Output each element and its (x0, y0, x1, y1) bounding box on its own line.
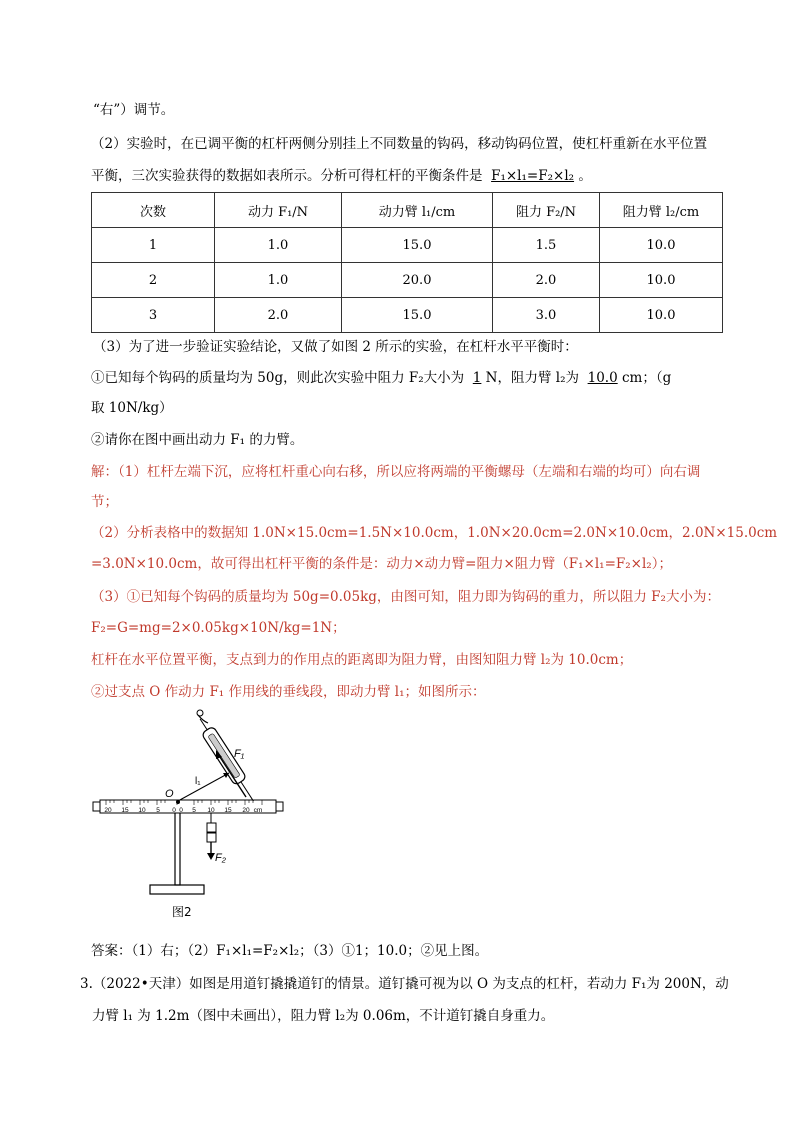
ruler-number: 15 (224, 807, 232, 814)
solution-3-arm: 杠杆在水平位置平衡，支点到力的作用点的距离即为阻力臂，由图知阻力臂 l₂为 10.0cm； (91, 652, 633, 668)
table-cell: 1.0 (215, 228, 342, 263)
left-balance-nut (93, 802, 100, 811)
problem-3: 3.（2022•天津）如图是用道钉撬撬道钉的情景。道钉撬可视为以 O 为支点的杠杆，若动力 F₁为 200N，动 (80, 976, 729, 992)
solution-2-cont: =3.0N×10.0cm，故可得出杠杆平衡的条件是：动力×动力臂=阻力×阻力臂（F₁×l₁=F₂×l₂）； (91, 556, 672, 572)
label-l1: l₁ (195, 776, 201, 787)
problem-3-cont: 力臂 l₁ 为 1.2m（图中未画出），阻力臂 l₂为 0.06m，不计道钉撬自身重力。 (92, 1008, 555, 1024)
table-cell: 1.5 (493, 228, 600, 263)
table-cell: 2.0 (215, 298, 342, 333)
question-3: （3）为了进一步验证实验结论，又做了如图 2 所示的实验，在杠杆水平平衡时： (93, 339, 578, 355)
solution-1-cont: 节； (91, 494, 118, 510)
question-3b: ②请你在图中画出动力 F₁ 的力臂。 (91, 432, 304, 448)
ruler-number: 20 (242, 807, 250, 814)
figure-caption: 图2 (172, 905, 192, 919)
hand-pull (198, 715, 208, 723)
spring-scale (194, 715, 259, 805)
table-cell: 10.0 (600, 298, 723, 333)
table-header: 次数 (92, 193, 215, 228)
solution-3: （3）①已知每个钩码的质量均为 50g=0.05kg，由图可知，阻力即为钩码的重力，所以阻力 F₂大小为： (91, 589, 720, 605)
table-row (92, 298, 723, 333)
lever-figure (90, 705, 290, 900)
table-cell: 2 (92, 263, 215, 298)
f2-arrowhead (207, 853, 215, 860)
table-cell: 10.0 (600, 263, 723, 298)
label-f1: F₁ (234, 748, 245, 760)
answer-line: 答案：（1）右；（2）F₁×l₁=F₂×l₂；（3）①1；10.0；②见上图。 (91, 943, 489, 959)
table-header-row (92, 193, 723, 228)
table-row (92, 263, 723, 298)
table-header: 阻力 F₂/N (493, 193, 600, 228)
solution-3-formula: F₂=G=mg=2×0.05kg×10N/kg=1N； (91, 620, 346, 636)
answer-blank: 10.0 (587, 370, 618, 386)
table-header: 动力臂 l₁/cm (342, 193, 493, 228)
table-cell: 3.0 (493, 298, 600, 333)
table-header: 动力 F₁/N (215, 193, 342, 228)
table-cell: 15.0 (342, 228, 493, 263)
right-balance-nut (276, 802, 283, 811)
table-header: 阻力臂 l₂/cm (600, 193, 723, 228)
ruler-unit: cm (253, 807, 263, 814)
ruler-number: 5 (156, 807, 160, 814)
ruler-number: 0 (179, 807, 183, 814)
table-cell: 15.0 (342, 298, 493, 333)
answer-blank: F₁×l₁=F₂×l₂ (491, 168, 575, 184)
solution-2: （2）分析表格中的数据知 1.0N×15.0cm=1.5N×10.0cm，1.0N×20.0cm=2.0N×10.0cm，2.0N×15.0cm (91, 525, 778, 541)
ruler-number: 10 (207, 807, 215, 814)
label-f2: F₂ (215, 852, 226, 864)
table-cell: 1 (92, 228, 215, 263)
solution-1: 解：（1）杠杆左端下沉，应将杠杆重心向右移，所以应将两端的平衡螺母（左端和右端的均可）向右调 (91, 464, 701, 480)
data-table (91, 192, 723, 333)
question-3a-cont: 取 10N/kg） (91, 400, 173, 416)
arm-l1-line (178, 773, 229, 801)
table-cell: 20.0 (342, 263, 493, 298)
ruler-number: 5 (192, 807, 196, 814)
question-3a: ①已知每个钩码的质量均为 50g，则此次实验中阻力 F₂大小为 1 N，阻力臂 l₂为 10.0 cm；（g (91, 370, 672, 386)
stand-base (150, 885, 204, 894)
hook-weight (207, 823, 216, 832)
stand-pole (175, 803, 180, 885)
hook-weight (207, 833, 216, 842)
answer-blank: 1 (472, 370, 482, 386)
table-cell: 10.0 (600, 228, 723, 263)
solution-3-draw: ②过支点 O 作动力 F₁ 作用线的垂线段，即动力臂 l₁；如图所示： (91, 684, 486, 700)
table-cell: 3 (92, 298, 215, 333)
table-row (92, 228, 723, 263)
text-line: “右”）调节。 (93, 102, 175, 118)
table-cell: 2.0 (493, 263, 600, 298)
table-cell: 1.0 (215, 263, 342, 298)
ruler-number: 10 (138, 807, 146, 814)
question-2-cont: 平衡，三次实验获得的数据如表所示。分析可得杠杆的平衡条件是 F₁×l₁=F₂×l₂ 。 (91, 168, 592, 184)
ruler-number: 20 (104, 807, 112, 814)
ruler-number: 0 (172, 807, 176, 814)
label-o: O (165, 788, 174, 800)
question-2: （2）实验时，在已调平衡的杠杆两侧分别挂上不同数量的钩码，移动钩码位置，使杠杆重新在水平位置 (91, 136, 708, 152)
ruler-number: 15 (121, 807, 129, 814)
